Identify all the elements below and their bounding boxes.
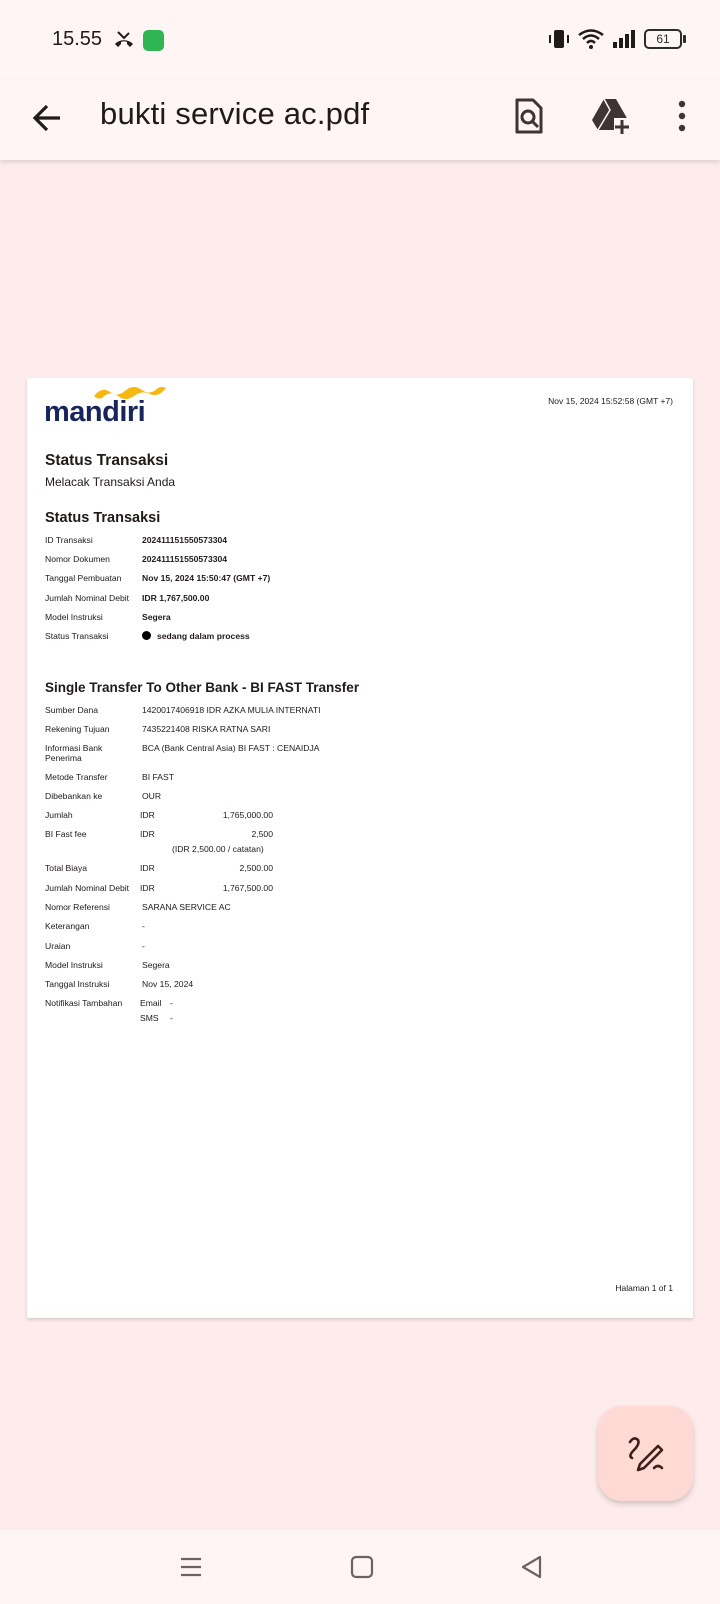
missed-call-icon: [113, 30, 135, 50]
status-bar: [0, 0, 720, 80]
heading: Status Transaksi: [45, 452, 169, 469]
row-jumlah-nominal-debit-2: Jumlah Nominal Debit IDR 1,767,500.00: [45, 883, 273, 893]
mandiri-logo-text: mandiri: [44, 396, 146, 428]
row-total-biaya: Total Biaya IDR 2,500.00: [45, 863, 273, 873]
row-rekening-tujuan: Rekening Tujuan 7435221408 RISKA RATNA SARI: [45, 724, 271, 734]
row-keterangan: Keterangan -: [45, 921, 145, 931]
row-bi-fast-fee: BI Fast fee IDR 2,500 (IDR 2,500.00 / catatan): [45, 829, 273, 854]
find-in-page-icon[interactable]: [509, 96, 549, 136]
section-status-title: Status Transaksi: [45, 510, 161, 526]
status-icons: [548, 29, 682, 49]
row-model-instruksi-2: Model Instruksi Segera: [45, 960, 170, 970]
document-title: bukti service ac.pdf: [100, 96, 370, 131]
annotate-fab[interactable]: [598, 1406, 693, 1501]
row-metode-transfer: Metode Transfer BI FAST: [45, 772, 174, 782]
battery-icon: 61: [644, 29, 682, 49]
clock: 15.55: [52, 28, 103, 50]
row-model-instruksi: Model Instruksi Segera: [45, 612, 171, 622]
row-tanggal-pembuatan: Tanggal Pembuatan Nov 15, 2024 15:50:47 (GMT +7): [45, 573, 271, 583]
home-icon[interactable]: [349, 1554, 375, 1580]
status-dot-icon: [142, 631, 151, 640]
row-id-transaksi: ID Transaksi 202411151550573304: [45, 535, 228, 545]
row-informasi-bank: Informasi Bank Penerima BCA (Bank Central Asia) BI FAST : CENAIDJA: [45, 743, 320, 763]
drive-add-icon[interactable]: [590, 96, 630, 136]
app-bar: [0, 80, 720, 160]
vibrate-icon: [548, 29, 570, 49]
row-notifikasi-tambahan: Notifikasi Tambahan Email - SMS -: [45, 998, 173, 1023]
section-transfer-title: Single Transfer To Other Bank - BI FAST Transfer: [45, 680, 360, 695]
row-tanggal-instruksi: Tanggal Instruksi Nov 15, 2024: [45, 979, 194, 989]
row-nomor-referensi: Nomor Referensi SARANA SERVICE AC: [45, 902, 231, 912]
row-uraian: Uraian -: [45, 941, 145, 951]
row-jumlah: Jumlah IDR 1,765,000.00: [45, 810, 273, 820]
subheading: Melacak Transaksi Anda: [45, 475, 176, 489]
row-jumlah-nominal-debit: Jumlah Nominal Debit IDR 1,767,500.00: [45, 593, 210, 603]
recents-icon[interactable]: [178, 1554, 204, 1580]
row-dibebankan-ke: Dibebankan ke OUR: [45, 791, 162, 801]
signal-icon: [612, 29, 636, 49]
row-status-transaksi: Status Transaksi sedang dalam process: [45, 631, 250, 641]
navigation-bar: [0, 1530, 720, 1604]
document-timestamp: Nov 15, 2024 15:52:58 (GMT +7): [548, 396, 673, 406]
row-nomor-dokumen: Nomor Dokumen 202411151550573304: [45, 554, 228, 564]
wifi-icon: [578, 29, 604, 49]
pdf-page[interactable]: [27, 378, 693, 1318]
edit-annotate-icon: [626, 1434, 666, 1474]
row-sumber-dana: Sumber Dana 1420017406918 IDR AZKA MULIA INTERNATI: [45, 705, 321, 715]
page-footer: Halaman 1 of 1: [615, 1283, 673, 1293]
app-notification-icon: [143, 30, 164, 51]
more-vert-icon[interactable]: [662, 96, 702, 136]
fee-note: (IDR 2,500.00 / catatan): [172, 844, 264, 854]
back-arrow-icon[interactable]: [28, 98, 68, 138]
back-icon[interactable]: [519, 1554, 545, 1580]
